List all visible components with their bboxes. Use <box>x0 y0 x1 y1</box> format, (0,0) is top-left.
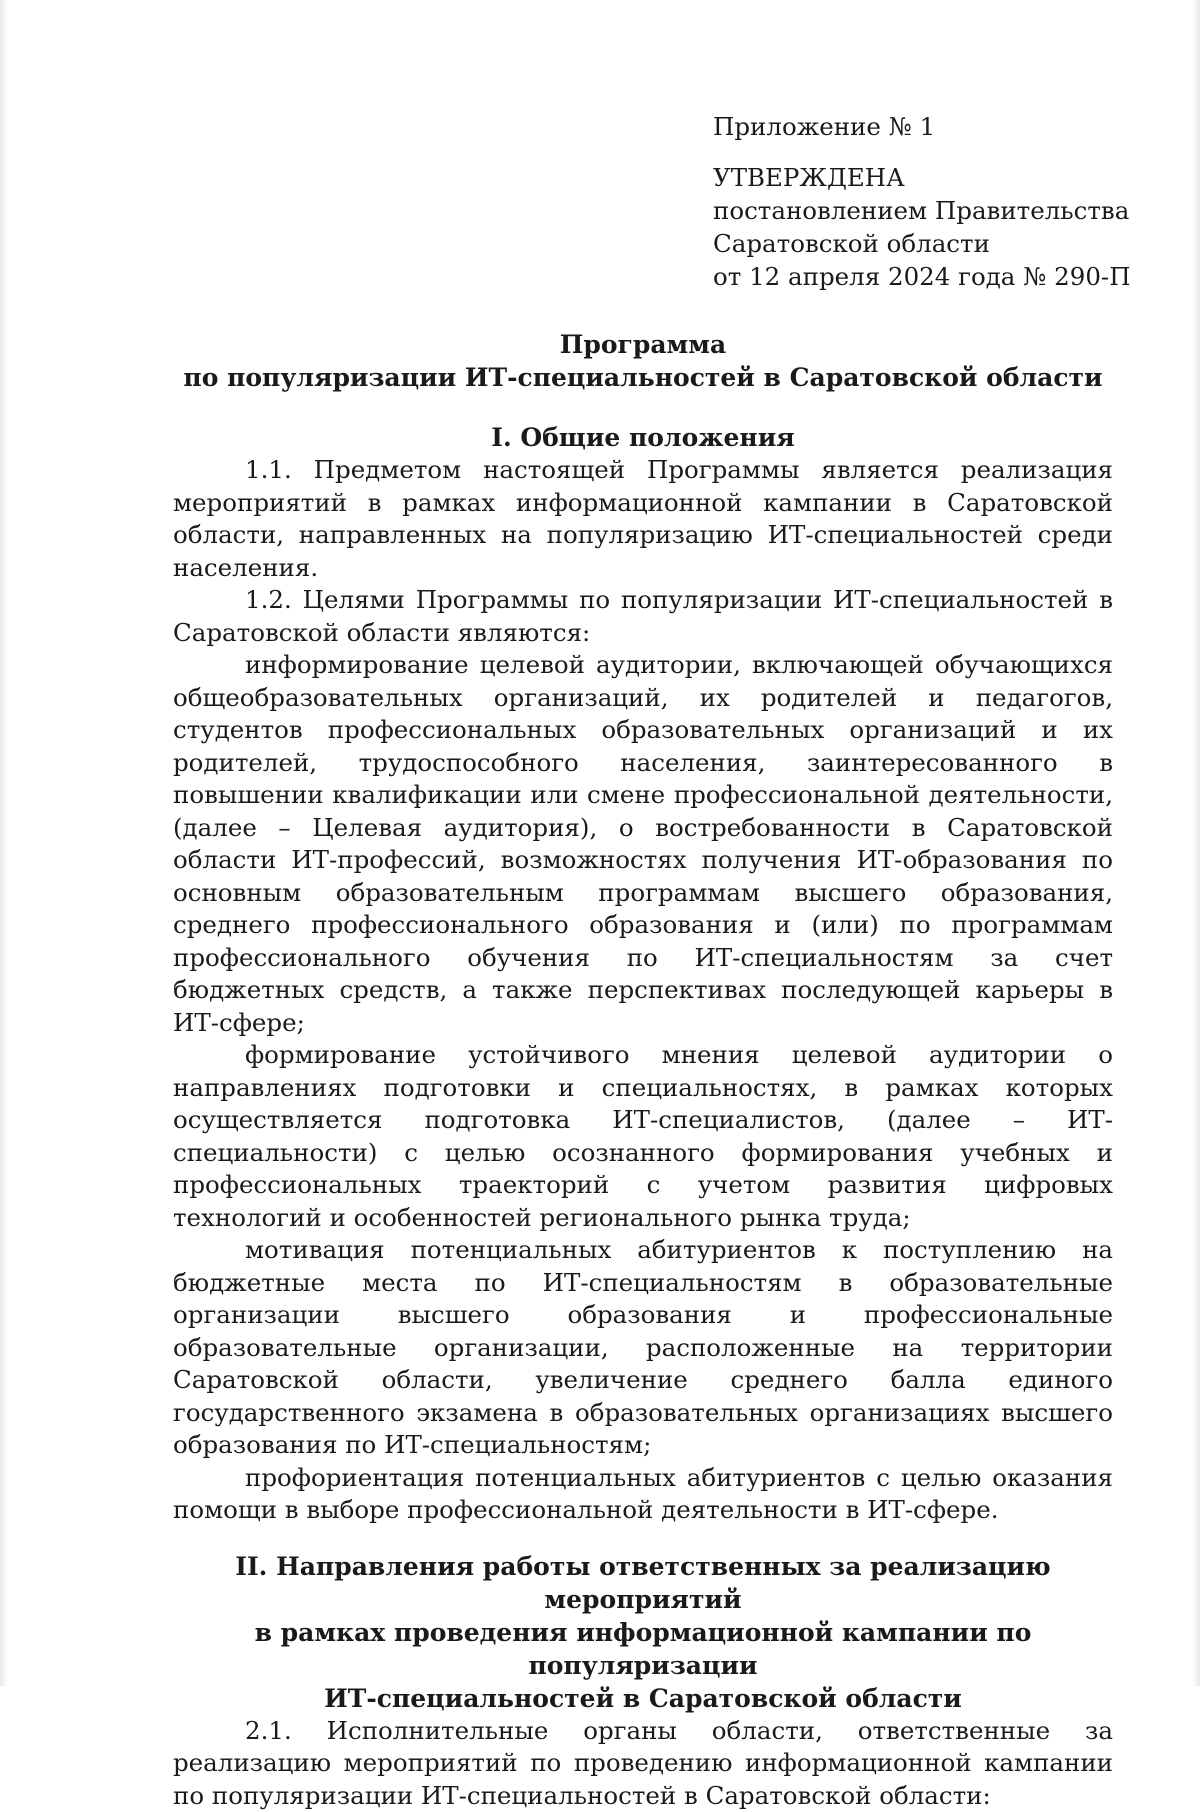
goal-informing: информирование целевой аудитории, включающей обучающихся общеобразовательных организаций, их родителей и педагогов, студентов профессиональных образовательных организаций и их родителей, трудоспособного населения, заинтересованного в повышении квалификации или смене профессиональной деятельности, (далее – Целевая аудитория), о востребованности в Саратовской области ИТ-профессий, возможностях получения ИТ-образования по основным образовательным программам высшего образования, среднего профессионального образования и (или) по программам профессионального обучения по ИТ-специальностям за счет бюджетных средств, а также перспективах последующей карьеры в ИТ-сфере; <box>173 649 1113 1039</box>
scan-edge-right <box>1192 0 1200 1686</box>
section-2-heading-line-2: в рамках проведения информационной кампании по популяризации <box>173 1616 1113 1682</box>
program-title: Программа <box>173 328 1113 361</box>
section-2-heading-line-1: II. Направления работы ответственных за реализацию мероприятий <box>173 1550 1113 1616</box>
document-body <box>173 328 1113 1812</box>
approval-line-3: от 12 апреля 2024 года № 290-П <box>713 260 1153 293</box>
paragraph-2-1: 2.1. Исполнительные органы области, ответственные за реализацию мероприятий по проведению информационной кампании по популяризации ИТ-специальностей в Саратовской области: <box>173 1715 1113 1812</box>
scan-edge-left <box>0 0 8 1686</box>
goal-forming-opinion: формирование устойчивого мнения целевой аудитории о направлениях подготовки и специальностях, в рамках которых осуществляется подготовка ИТ-специалистов, (далее – ИТ-специальности) с целью осознанного формирования учебных и профессиональных траекторий с учетом развития цифровых технологий и особенностей регионального рынка труда; <box>173 1039 1113 1234</box>
paragraph-1-2: 1.2. Целями Программы по популяризации ИТ-специальностей в Саратовской области являются: <box>173 584 1113 649</box>
program-subtitle: по популяризации ИТ-специальностей в Саратовской области <box>173 361 1113 394</box>
paragraph-1-1: 1.1. Предметом настоящей Программы является реализация мероприятий в рамках информационной кампании в Саратовской области, направленных на популяризацию ИТ-специальностей среди населения. <box>173 454 1113 584</box>
section-2-heading-line-3: ИТ-специальностей в Саратовской области <box>173 1682 1113 1715</box>
approval-line-1: постановлением Правительства <box>713 194 1153 227</box>
appendix-label: Приложение № 1 <box>713 110 1153 143</box>
goal-motivation: мотивация потенциальных абитуриентов к поступлению на бюджетные места по ИТ-специальностям в образовательные организации высшего образования и профессиональные образовательные организации, расположенные на территории Саратовской области, увеличение среднего балла единого государственного экзамена в образовательных организациях высшего образования по ИТ-специальностям; <box>173 1234 1113 1462</box>
section-1-heading: I. Общие положения <box>173 421 1113 454</box>
approval-block <box>713 110 1153 293</box>
goal-career-guidance: профориентация потенциальных абитуриентов с целью оказания помощи в выборе профессиональной деятельности в ИТ-сфере. <box>173 1462 1113 1527</box>
approval-line-2: Саратовской области <box>713 227 1153 260</box>
approved-label: УТВЕРЖДЕНА <box>713 161 1153 194</box>
